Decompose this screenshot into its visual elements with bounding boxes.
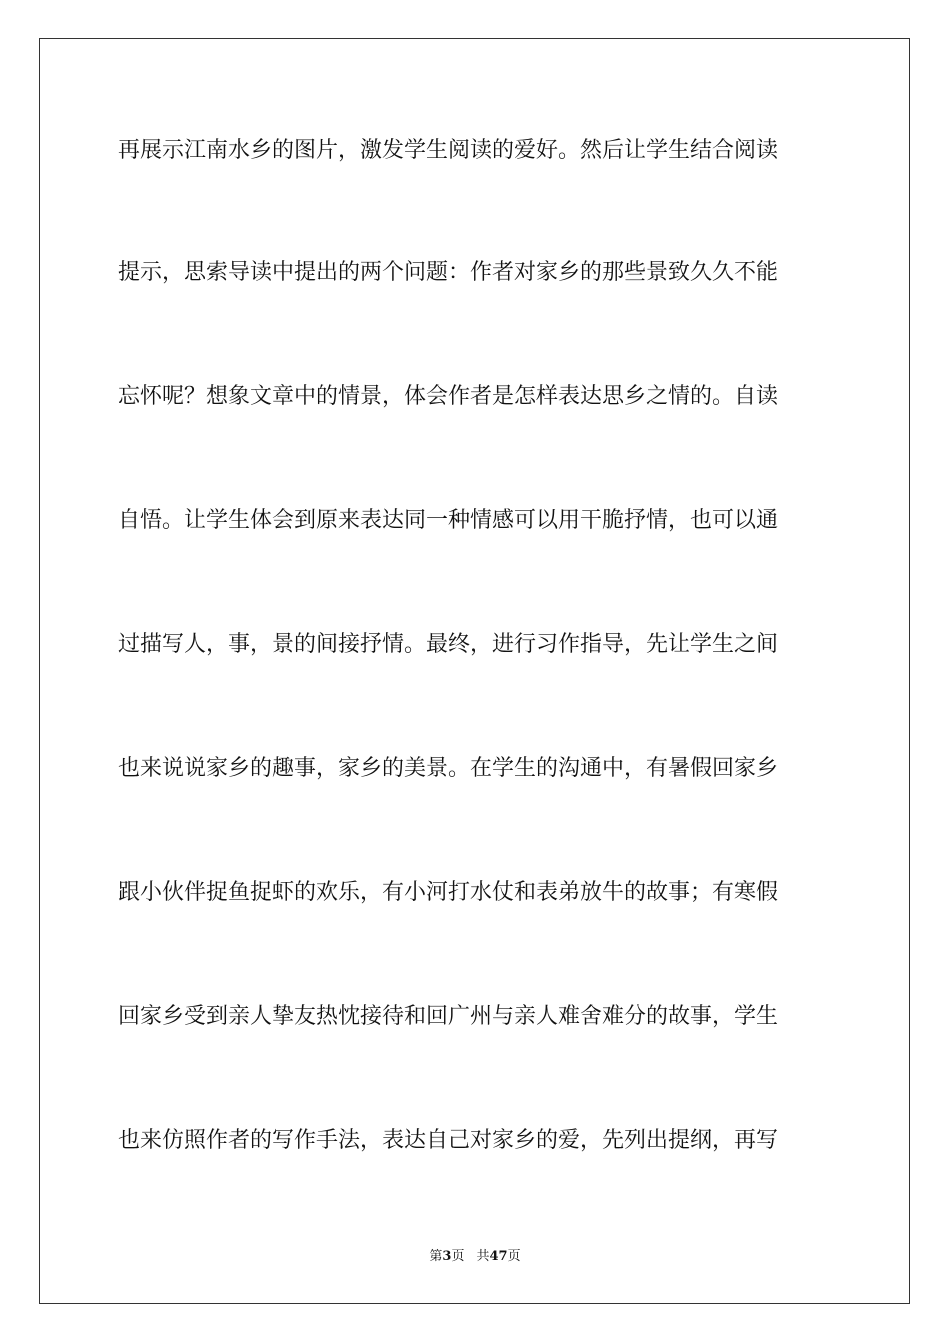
page-suffix: 页 — [451, 1249, 465, 1264]
page-prefix: 第 — [429, 1249, 443, 1264]
total-suffix: 页 — [507, 1249, 521, 1264]
page-border — [39, 38, 910, 1304]
total-prefix: 共 — [476, 1249, 490, 1264]
text-line-1: 再展示江南水乡的图片，激发学生阅读的爱好。然后让学生结合阅读 — [118, 138, 779, 163]
total-pages: 47 — [489, 1249, 508, 1264]
page-footer — [0, 1248, 950, 1266]
text-line-2: 提示，思索导读中提出的两个问题：作者对家乡的那些景致久久不能 — [118, 260, 779, 285]
text-line-4: 自悟。让学生体会到原来表达同一种情感可以用干脆抒情，也可以通 — [118, 508, 779, 533]
text-line-7: 跟小伙伴捉鱼捉虾的欢乐，有小河打水仗和表弟放牛的故事；有寒假 — [118, 880, 779, 905]
text-line-3: 忘怀呢？想象文章中的情景，体会作者是怎样表达思乡之情的。自读 — [118, 384, 779, 409]
page-number: 3 — [442, 1249, 452, 1264]
text-line-5: 过描写人，事，景的间接抒情。最终，进行习作指导，先让学生之间 — [118, 632, 779, 657]
text-line-9: 也来仿照作者的写作手法，表达自己对家乡的爱，先列出提纲，再写 — [118, 1128, 779, 1153]
text-line-6: 也来说说家乡的趣事，家乡的美景。在学生的沟通中，有暑假回家乡 — [118, 756, 779, 781]
text-line-8: 回家乡受到亲人挚友热忱接待和回广州与亲人难舍难分的故事，学生 — [118, 1004, 779, 1029]
